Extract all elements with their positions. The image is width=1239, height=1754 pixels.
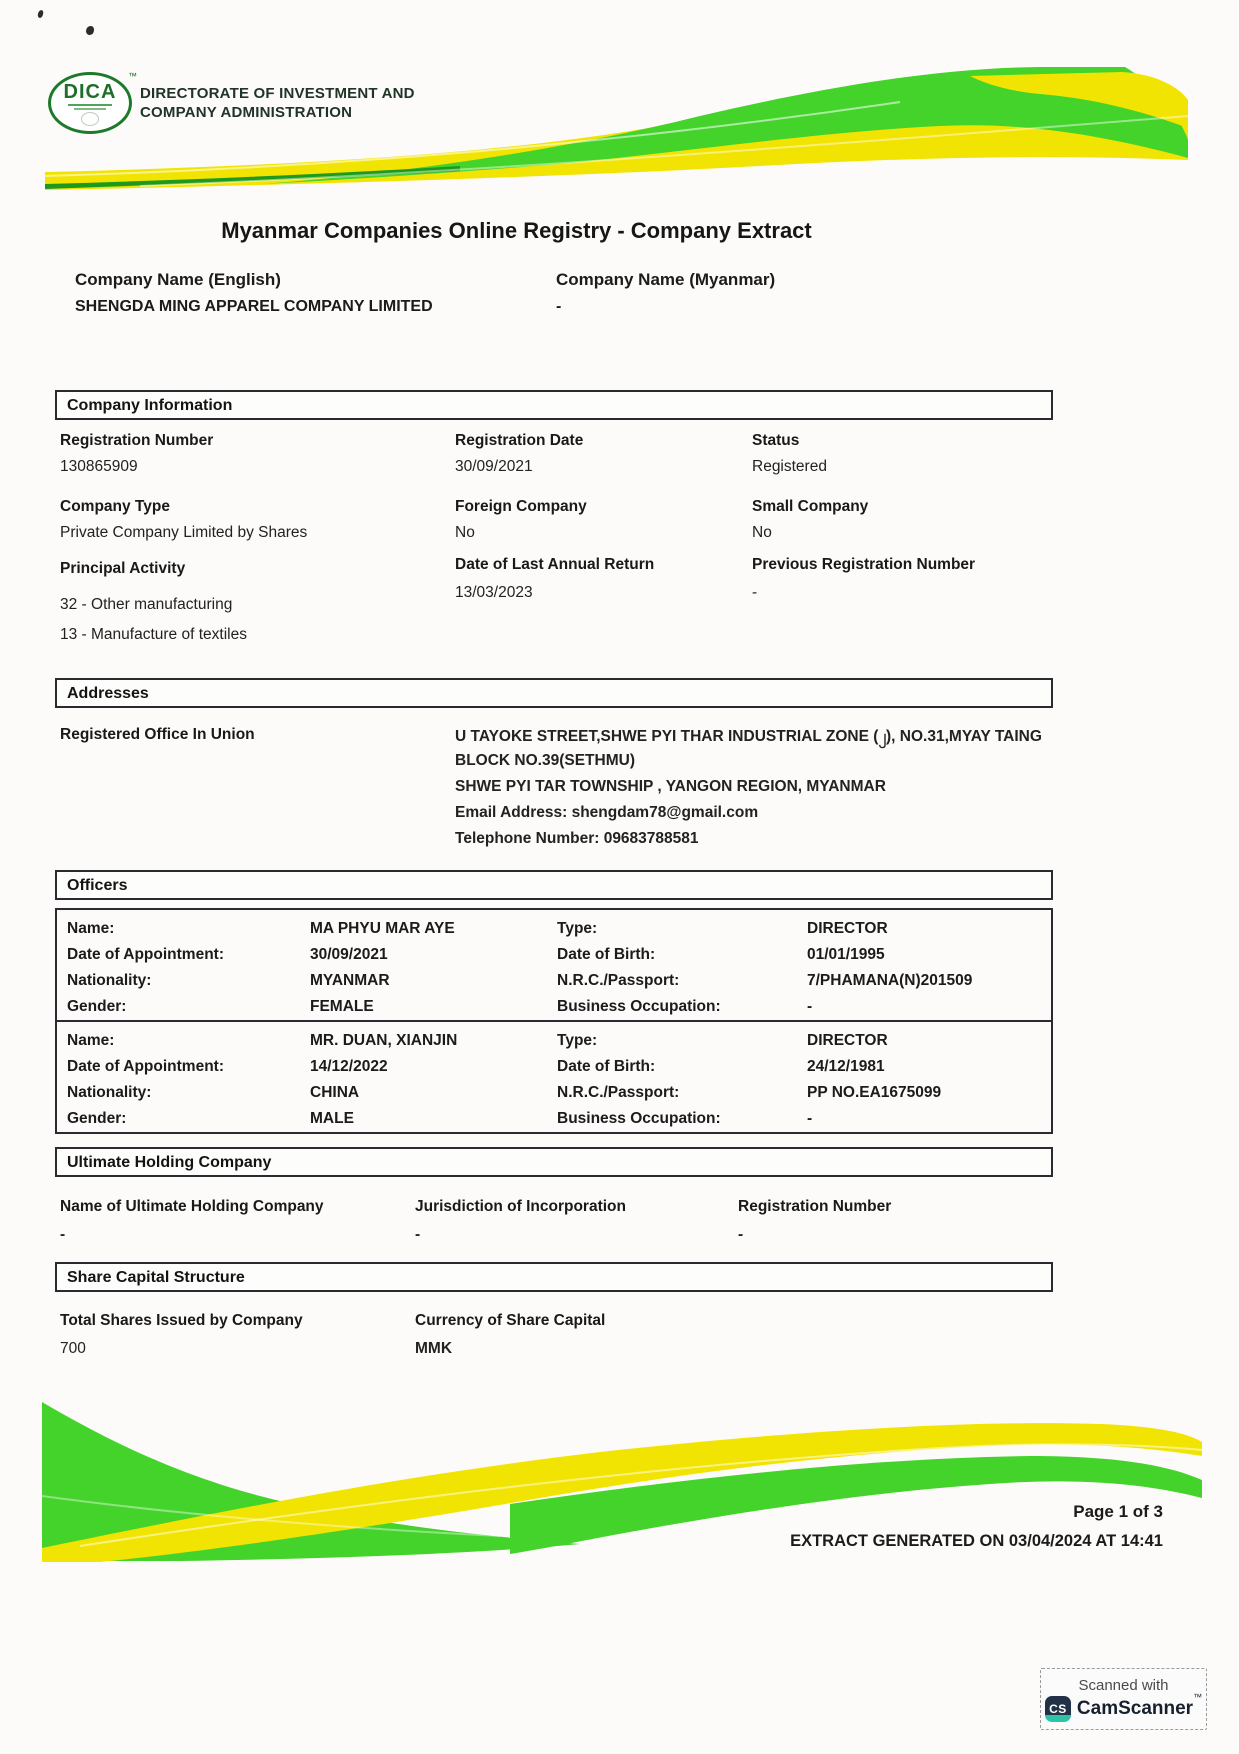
small-company-label: Small Company [752,498,869,515]
dica-logo-tagline-line [68,104,112,106]
officer2-nationality-label: Nationality: [67,1084,152,1101]
dica-logo-tagline-line2 [74,108,106,110]
officer2-nrc-label: N.R.C./Passport: [557,1084,680,1101]
section-header-company-information: Company Information [55,390,1053,420]
principal-activity-value-2: 13 - Manufacture of textiles [60,626,247,643]
foreign-company-value: No [455,524,475,541]
officer2-nrc-value: PP NO.EA1675099 [807,1084,942,1101]
officer1-occupation-label: Business Occupation: [557,998,721,1015]
uhc-registration-number-value: - [738,1226,744,1243]
officer1-name-value: MA PHYU MAR AYE [310,920,455,937]
registration-number-label: Registration Number [60,432,214,449]
officer1-type-value: DIRECTOR [807,920,888,937]
small-company-value: No [752,524,772,541]
company-name-myanmar-value: - [556,298,562,315]
registration-number-value: 130865909 [60,458,138,475]
camscanner-row [1045,1691,1203,1722]
dica-logo-trademark: ™ [128,71,137,81]
camscanner-trademark: ™ [1193,1691,1203,1702]
officer1-occupation-value: - [807,998,813,1015]
officer1-nrc-label: N.R.C./Passport: [557,972,680,989]
officer1-name-label: Name: [67,920,115,937]
officer2-birth-label: Date of Birth: [557,1058,656,1075]
officer2-gender-label: Gender: [67,1110,127,1127]
address-line-3: SHWE PYI TAR TOWNSHIP , YANGON REGION, MYANMAR [455,778,886,795]
officer2-occupation-value: - [807,1110,813,1127]
officers-row-divider [57,1020,1051,1022]
previous-registration-number-label: Previous Registration Number [752,556,976,573]
currency-label: Currency of Share Capital [415,1312,606,1329]
address-line-5: Telephone Number: 09683788581 [455,830,699,847]
dica-logo [48,71,137,134]
registration-date-label: Registration Date [455,432,584,449]
currency-value: MMK [415,1340,453,1357]
org-name [140,84,415,122]
uhc-jurisdiction-value: - [415,1226,421,1243]
officer1-gender-value: FEMALE [310,998,374,1015]
camscanner-app-name [1076,1691,1203,1720]
officer1-birth-label: Date of Birth: [557,946,656,963]
dica-logo-globe-sketch [81,112,99,126]
ink-speck-1 [37,10,44,19]
section-header-share-capital-structure: Share Capital Structure [55,1262,1053,1292]
section-header-ultimate-holding-company: Ultimate Holding Company [55,1147,1053,1177]
company-name-myanmar-label: Company Name (Myanmar) [556,270,776,289]
uhc-jurisdiction-label: Jurisdiction of Incorporation [415,1198,626,1215]
officer2-appointment-label: Date of Appointment: [67,1058,224,1075]
principal-activity-label: Principal Activity [60,560,186,577]
officer1-appointment-value: 30/09/2021 [310,946,388,963]
company-type-label: Company Type [60,498,170,515]
uhc-registration-number-label: Registration Number [738,1198,892,1215]
company-name-english-label: Company Name (English) [75,270,281,289]
section-header-officers: Officers [55,870,1053,900]
officer1-appointment-label: Date of Appointment: [67,946,224,963]
total-shares-label: Total Shares Issued by Company [60,1312,303,1329]
officer1-gender-label: Gender: [67,998,127,1015]
ink-speck-2 [86,26,94,35]
officer1-nationality-label: Nationality: [67,972,152,989]
officer2-birth-value: 24/12/1981 [807,1058,885,1075]
company-name-english-value: SHENGDA MING APPAREL COMPANY LIMITED [75,298,433,315]
officer2-type-value: DIRECTOR [807,1032,888,1049]
company-type-value: Private Company Limited by Shares [60,524,308,541]
officer1-nationality-value: MYANMAR [310,972,390,989]
address-line-2: BLOCK NO.39(SETHMU) [455,752,635,769]
registration-date-value: 30/09/2021 [455,458,533,475]
document-title: Myanmar Companies Online Registry - Company Extract [221,218,812,243]
officer2-occupation-label: Business Occupation: [557,1110,721,1127]
status-label: Status [752,432,800,449]
officers-table [55,908,1053,1134]
extract-generated-line: EXTRACT GENERATED ON 03/04/2024 AT 14:41 [790,1532,1163,1550]
camscanner-app-icon: CS [1045,1696,1071,1722]
dica-logo-acronym: DICA [63,81,117,103]
uhc-name-label: Name of Ultimate Holding Company [60,1198,324,1215]
principal-activity-value-1: 32 - Other manufacturing [60,596,233,613]
camscanner-caption: Scanned with [1078,1676,1169,1694]
page-number: Page 1 of 3 [1073,1502,1163,1521]
last-annual-return-value: 13/03/2023 [455,584,533,601]
officer2-name-label: Name: [67,1032,115,1049]
camscanner-badge [1040,1668,1207,1730]
last-annual-return-label: Date of Last Annual Return [455,556,655,573]
officer1-nrc-value: 7/PHAMANA(N)201509 [807,972,973,989]
officer2-gender-value: MALE [310,1110,354,1127]
camscanner-name-text: CamScanner [1076,1697,1194,1719]
previous-registration-number-value: - [752,584,758,601]
org-name-line2: COMPANY ADMINISTRATION [140,104,353,121]
total-shares-value: 700 [60,1340,86,1357]
officer2-name-value: MR. DUAN, XIANJIN [310,1032,458,1049]
uhc-name-value: - [60,1226,66,1243]
officer2-appointment-value: 14/12/2022 [310,1058,388,1075]
foreign-company-label: Foreign Company [455,498,587,515]
officer1-type-label: Type: [557,920,598,937]
officer2-type-label: Type: [557,1032,598,1049]
org-name-line1: DIRECTORATE OF INVESTMENT AND [140,85,415,102]
officer2-nationality-value: CHINA [310,1084,360,1101]
address-line-4: Email Address: shengdam78@gmail.com [455,804,759,821]
status-value: Registered [752,458,827,475]
officer1-birth-value: 01/01/1995 [807,946,885,963]
registered-office-label: Registered Office In Union [60,726,255,743]
address-line-1: U TAYOKE STREET,SHWE PYI THAR INDUSTRIAL ZONE (၂), NO.31,MYAY TAING [455,728,1042,745]
section-header-addresses: Addresses [55,678,1053,708]
